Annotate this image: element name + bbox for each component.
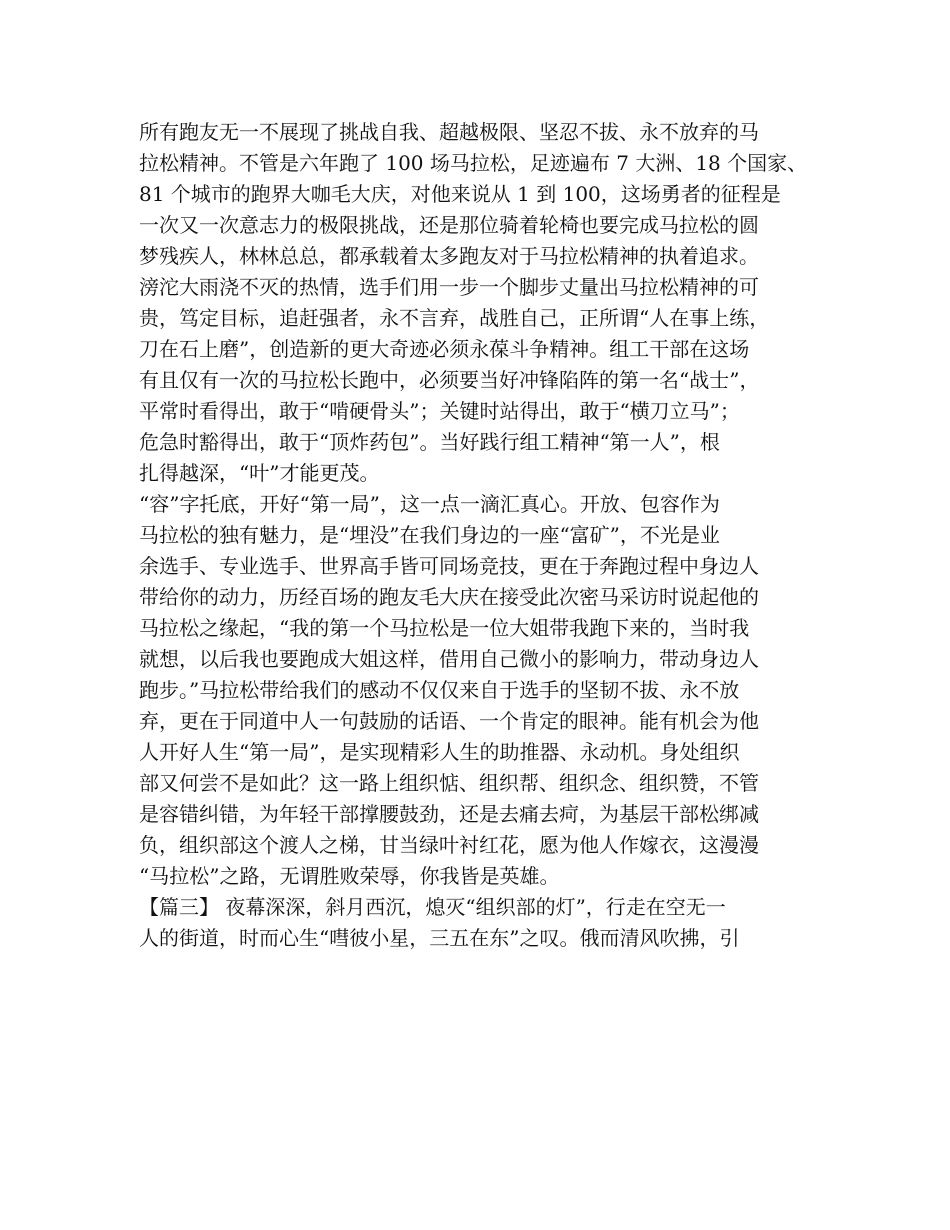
text-line: 部又何尝不是如此？这一路上组织惦、组织帮、组织念、组织赞，不管	[139, 771, 759, 795]
text-line: 就想，以后我也要跑成大姐这样，借用自己微小的影响力，带动身边人	[139, 647, 759, 671]
text-line: 弃，更在于同道中人一句鼓励的话语、一个肯定的眼神。能有机会为他	[139, 709, 759, 733]
text-line: 滂沱大雨浇不灭的热情，选手们用一步一个脚步丈量出马拉松精神的可	[139, 275, 759, 299]
text-line: 人开好人生“第一局”，是实现精彩人生的助推器、永动机。身处组织	[139, 740, 740, 764]
text-line: 一次又一次意志力的极限挑战，还是那位骑着轮椅也要完成马拉松的圆	[139, 213, 759, 237]
text-line: “马拉松”之路，无谓胜败荣辱，你我皆是英雄。	[139, 864, 560, 888]
text-line: 【篇三】 夜幕深深，斜月西沉，熄灭“组织部的灯”，行走在空无一	[139, 895, 726, 919]
document-body	[139, 117, 819, 954]
text-line: 拉松精神。不管是六年跑了 100 场马拉松，足迹遍布 7 大洲、18 个国家、	[139, 151, 808, 175]
text-line: 马拉松之缘起，“我的第一个马拉松是一位大姐带我跑下来的，当时我	[139, 616, 750, 640]
text-line: 贵，笃定目标，追赶强者，永不言弃，战胜自己，正所谓“人在事上练，	[139, 306, 770, 330]
text-line: 平常时看得出，敢于“啃硬骨头”；关键时站得出，敢于“横刀立马”；	[139, 399, 740, 423]
text-line: 刀在石上磨”，创造新的更大奇迹必须永葆斗争精神。组工干部在这场	[139, 337, 750, 361]
text-line: 马拉松的独有魅力，是“埋没”在我们身边的一座“富矿”，不光是业	[139, 523, 720, 547]
text-line: “容”字托底，开好“第一局”，这一点一滴汇真心。开放、包容作为	[139, 492, 720, 516]
text-line: 跑步。”马拉松带给我们的感动不仅仅来自于选手的坚韧不拔、永不放	[139, 678, 740, 702]
text-line: 所有跑友无一不展现了挑战自我、超越极限、坚忍不拔、永不放弃的马	[139, 120, 759, 144]
text-line: 负，组织部这个渡人之梯，甘当绿叶衬红花，愿为他人作嫁衣，这漫漫	[139, 833, 759, 857]
text-line: 余选手、专业选手、世界高手皆可同场竞技，更在于奔跑过程中身边人	[139, 554, 759, 578]
text-line: 有且仅有一次的马拉松长跑中，必须要当好冲锋陷阵的第一名“战士”，	[139, 368, 760, 392]
text-line: 梦残疾人，林林总总，都承载着太多跑友对于马拉松精神的执着追求。	[139, 244, 759, 268]
text-line: 是容错纠错，为年轻干部撑腰鼓劲，还是去痛去疴，为基层干部松绑减	[139, 802, 759, 826]
text-line: 扎得越深，“叶”才能更茂。	[139, 461, 380, 485]
text-line: 81 个城市的跑界大咖毛大庆，对他来说从 1 到 100，这场勇者的征程是	[139, 182, 781, 206]
text-line: 带给你的动力，历经百场的跑友毛大庆在接受此次密马采访时说起他的	[139, 585, 759, 609]
text-line: 危急时豁得出，敢于“顶炸药包”。当好践行组工精神“第一人”，根	[139, 430, 720, 454]
text-line: 人的街道，时而心生“嘒彼小星，三五在东”之叹。俄而清风吹拂，引	[139, 926, 740, 950]
